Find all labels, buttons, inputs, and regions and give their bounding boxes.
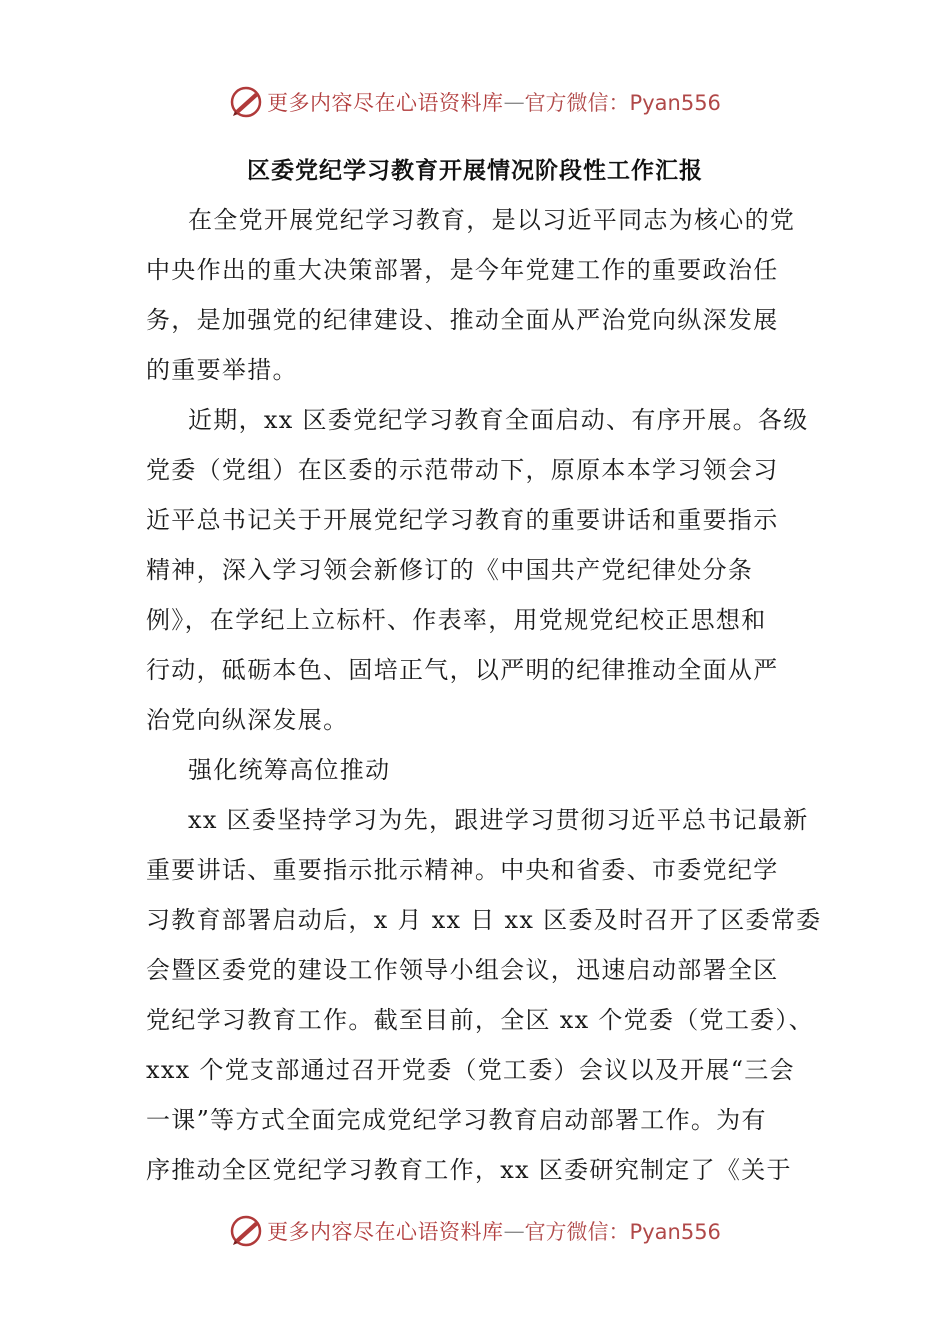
body-line: 会暨区委党的建设工作领导小组会议，迅速启动部署全区 xyxy=(146,956,779,984)
section-heading: 强化统筹高位推动 xyxy=(188,756,391,784)
banner-separator: — xyxy=(503,90,525,114)
pen-logo-icon xyxy=(229,1214,263,1248)
body-line: 在全党开展党纪学习教育，是以习近平同志为核心的党 xyxy=(188,206,796,234)
header-banner xyxy=(0,80,950,124)
document-title: 区委党纪学习教育开展情况阶段性工作汇报 xyxy=(247,158,703,184)
body-line: 精神，深入学习领会新修订的《中国共产党纪律处分条 xyxy=(146,556,754,584)
body-line: 习教育部署启动后，x 月 xx 日 xx 区委及时召开了区委常委 xyxy=(146,906,822,934)
banner-main-text: 更多内容尽在心语资料库 xyxy=(267,91,504,115)
body-line: xxx 个党支部通过召开党委（党工委）会议以及开展“三会 xyxy=(146,1056,795,1084)
body-line: 近期，xx 区委党纪学习教育全面启动、有序开展。各级 xyxy=(188,406,809,434)
footer-banner xyxy=(0,1209,950,1253)
banner-wechat-text: 官方微信：Pyan556 xyxy=(524,91,721,115)
body-line: 治党向纵深发展。 xyxy=(146,706,349,734)
body-line: 党纪学习教育工作。截至目前，全区 xx 个党委（党工委）、 xyxy=(146,1006,815,1034)
body-line: 行动，砥砺本色、固培正气，以严明的纪律推动全面从严 xyxy=(146,656,779,684)
body-line: 党委（党组）在区委的示范带动下，原原本本学习领会习 xyxy=(146,456,779,484)
body-line: 的重要举措。 xyxy=(146,356,298,384)
body-line: xx 区委坚持学习为先，跟进学习贯彻习近平总书记最新 xyxy=(188,806,809,834)
body-line: 一课”等方式全面完成党纪学习教育启动部署工作。为有 xyxy=(146,1106,767,1134)
body-line: 务，是加强党的纪律建设、推动全面从严治党向纵深发展 xyxy=(146,306,779,334)
body-line: 例》，在学纪上立标杆、作表率，用党规党纪校正思想和 xyxy=(146,606,767,634)
body-line: 重要讲话、重要指示批示精神。中央和省委、市委党纪学 xyxy=(146,856,779,884)
body-line: 中央作出的重大决策部署，是今年党建工作的重要政治任 xyxy=(146,256,779,284)
pen-logo-icon xyxy=(229,85,263,119)
body-line: 序推动全区党纪学习教育工作，xx 区委研究制定了《关于 xyxy=(146,1156,792,1184)
body-line: 近平总书记关于开展党纪学习教育的重要讲话和重要指示 xyxy=(146,506,779,534)
banner-separator: — xyxy=(503,1219,525,1243)
banner-wechat-text: 官方微信：Pyan556 xyxy=(524,1220,721,1244)
document-body xyxy=(146,195,822,1195)
banner-main-text: 更多内容尽在心语资料库 xyxy=(267,1220,504,1244)
